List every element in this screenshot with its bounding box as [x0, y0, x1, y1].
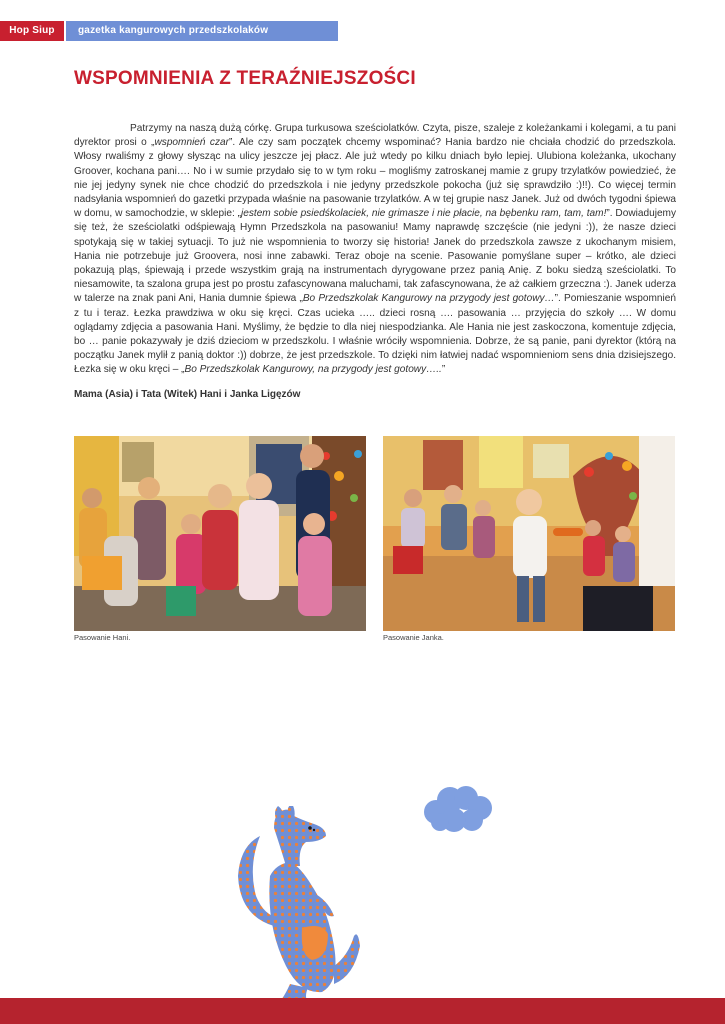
photo-hania [74, 436, 366, 631]
quote: wspomnień czar [154, 137, 229, 149]
publication-label: gazetka kangurowych przedszkolaków [66, 21, 338, 41]
photo-caption: Pasowanie Janka. [383, 633, 444, 642]
text-run: ” [441, 364, 446, 376]
text-run: ”. Dowiadujemy się też, że sześciolatki odśpiewają Hymn Przedszkola na pasowaniu! Mamy naprawdę szczęście (nie jedyni :)), że nasze dzieci spotykają się w takiej sytuacji. To już nie wspomnienia to tworzy się historia! Janek do przedszkola zawsze z ukochanym misiem, Hania nie potrzebuje już Groovera, nosi inne zabawki. Teraz oboje na scenie. Pasowanie pomyślane super – krótko, ale dzieci pokazują pląs, śpiewają i przede wszystkim grają na instrumentach dyrygowane przez panią Anię. Z boku siedzą sześciolatki. To niesamowite, ta szalona grupa jest po prostu zafascynowana maluchami, tak zafascynowana, że aż całkiem grzeczna :). Janek uderza w talerze na znak pani Ani, Hania dumnie śpiewa „ [74, 208, 677, 305]
quote: Bo Przedszkolak Kangurowy na przygody jest gotowy… [302, 293, 555, 305]
quote: Bo Przedszkolak Kangurowy, na przygody jest gotowy….. [184, 364, 442, 376]
footer-bar [0, 998, 725, 1024]
kangaroo-illustration [230, 806, 370, 1006]
photo-janek [383, 436, 675, 631]
cloud-icon [420, 784, 496, 834]
article-paragraph [74, 122, 676, 378]
text-run: ”. Ale czy sam początek chcemy wspominać? Hania bardzo nie chciała chodzić do przedszkola. Włosy rwaliśmy z głowy słysząc na ulicy jeszcze jej płacz. Ale już wtedy po kilku dniach było lepiej. Ulubiona koleżanka, ukochany Groover, kochana pani…. No i w sumie przydało się to w tym roku – mogliśmy zatroskanej mamie z grupy trzylatków powiedzieć, że nie jej jedyny synek nie chce chodzić do przedszkola i nie jedyny przedszkole pokocha (już się sprawdziło :)!!). Co więcej termin nadsyłania wspomnień do gazetki przypada właśnie na pasowanie trzylatków. A w tej grupie nasz Janek. Już od dwóch tygodni śpiewa w domu, w samochodzie, w sklepie: „ [74, 137, 676, 220]
section-label: Hop Siup [0, 21, 64, 41]
article-signature: Mama (Asia) i Tata (Witek) Hani i Janka Ligęzów [74, 389, 301, 400]
photo-caption: Pasowanie Hani. [74, 633, 131, 642]
text-run: Patrzymy na naszą dużą córkę. Grupa turkusowa sześciolatków. Czyta, pisze, szaleje z koleżankami i kolegami, a tu pani dyrektor prosi o „ [74, 123, 676, 149]
quote: jestem sobie psiedśkolaciek, nie grimasze i nie płacie, na bębenku ram, tam, tam! [240, 208, 607, 220]
article-title: WSPOMNIENIA Z TERAŹNIEJSZOŚCI [74, 68, 416, 89]
text-run: ”. Pomieszanie wspomnień z tu i teraz. Łezka prawdziwa w oku się kręci. Czas ucieka ….. dzieci rosną …. pasowania … przyjęcia do szkoły …. W domu oglądamy zdjęcia a pasowania Hani. Myślimy, że będzie to dla niej niespodzianka. Ale Hania nie jest zaskoczona, komentuje zdjęcia, bo … panie pokazywały je dziś dzieciom w przedszkolu. I właśnie wróciły wspomnienia. Dobrze, że są panie, pani dyrektor (którą na początku Janek mylił z panią doktor :)) dobrze, że jest przedszkole. To dzięki nim łatwiej nadać wspomnieniom sens dnia dzisiejszego. Łezka się w oku kręci – „ [74, 293, 676, 376]
article-body [74, 122, 676, 378]
